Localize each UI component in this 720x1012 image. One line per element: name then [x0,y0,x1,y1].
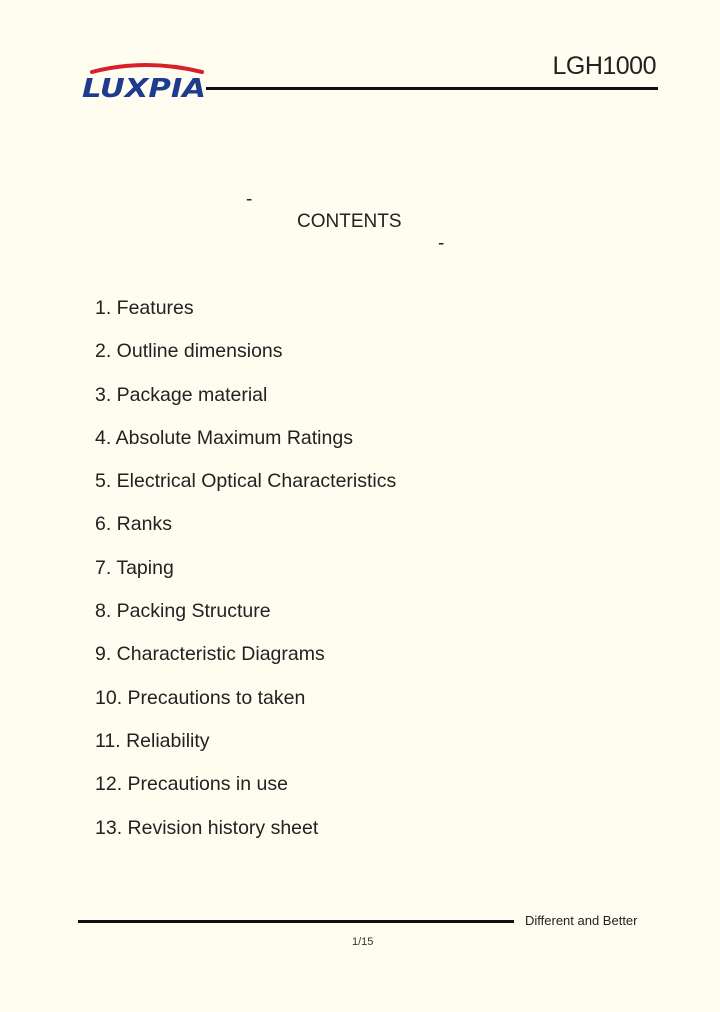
logo-arc [92,65,202,72]
luxpia-logo [80,60,210,102]
footer-rule [78,920,514,923]
toc-item: 3. Package material [95,383,268,406]
toc-item: 10. Precautions to taken [95,686,306,709]
toc-item: 5. Electrical Optical Characteristics [95,470,397,493]
toc-item: 7. Taping [95,556,174,579]
header-rule [206,87,658,90]
logo-text: LUXPIA [82,74,206,102]
heading-title: CONTENTS [297,211,402,232]
toc-item: 1. Features [95,297,194,319]
toc-item: 13. Revision history sheet [95,816,319,839]
toc-item: 4. Absolute Maximum Ratings [95,426,353,449]
toc-item: 8. Packing Structure [95,600,271,623]
toc-item: 12. Precautions in use [95,773,288,796]
toc-item: 9. Characteristic Diagrams [95,643,325,666]
toc-item: 2. Outline dimensions [95,340,283,363]
table-of-contents [95,296,396,859]
toc-item: 11. Reliability [95,729,210,752]
document-code: LGH1000 [552,52,656,80]
heading-dash-right: - [438,233,445,254]
footer-tagline: Different and Better [525,913,638,928]
heading-dash-left: - [246,189,253,210]
page-number: 1/15 [352,936,374,948]
contents-heading [246,167,445,255]
toc-item: 6. Ranks [95,513,172,536]
